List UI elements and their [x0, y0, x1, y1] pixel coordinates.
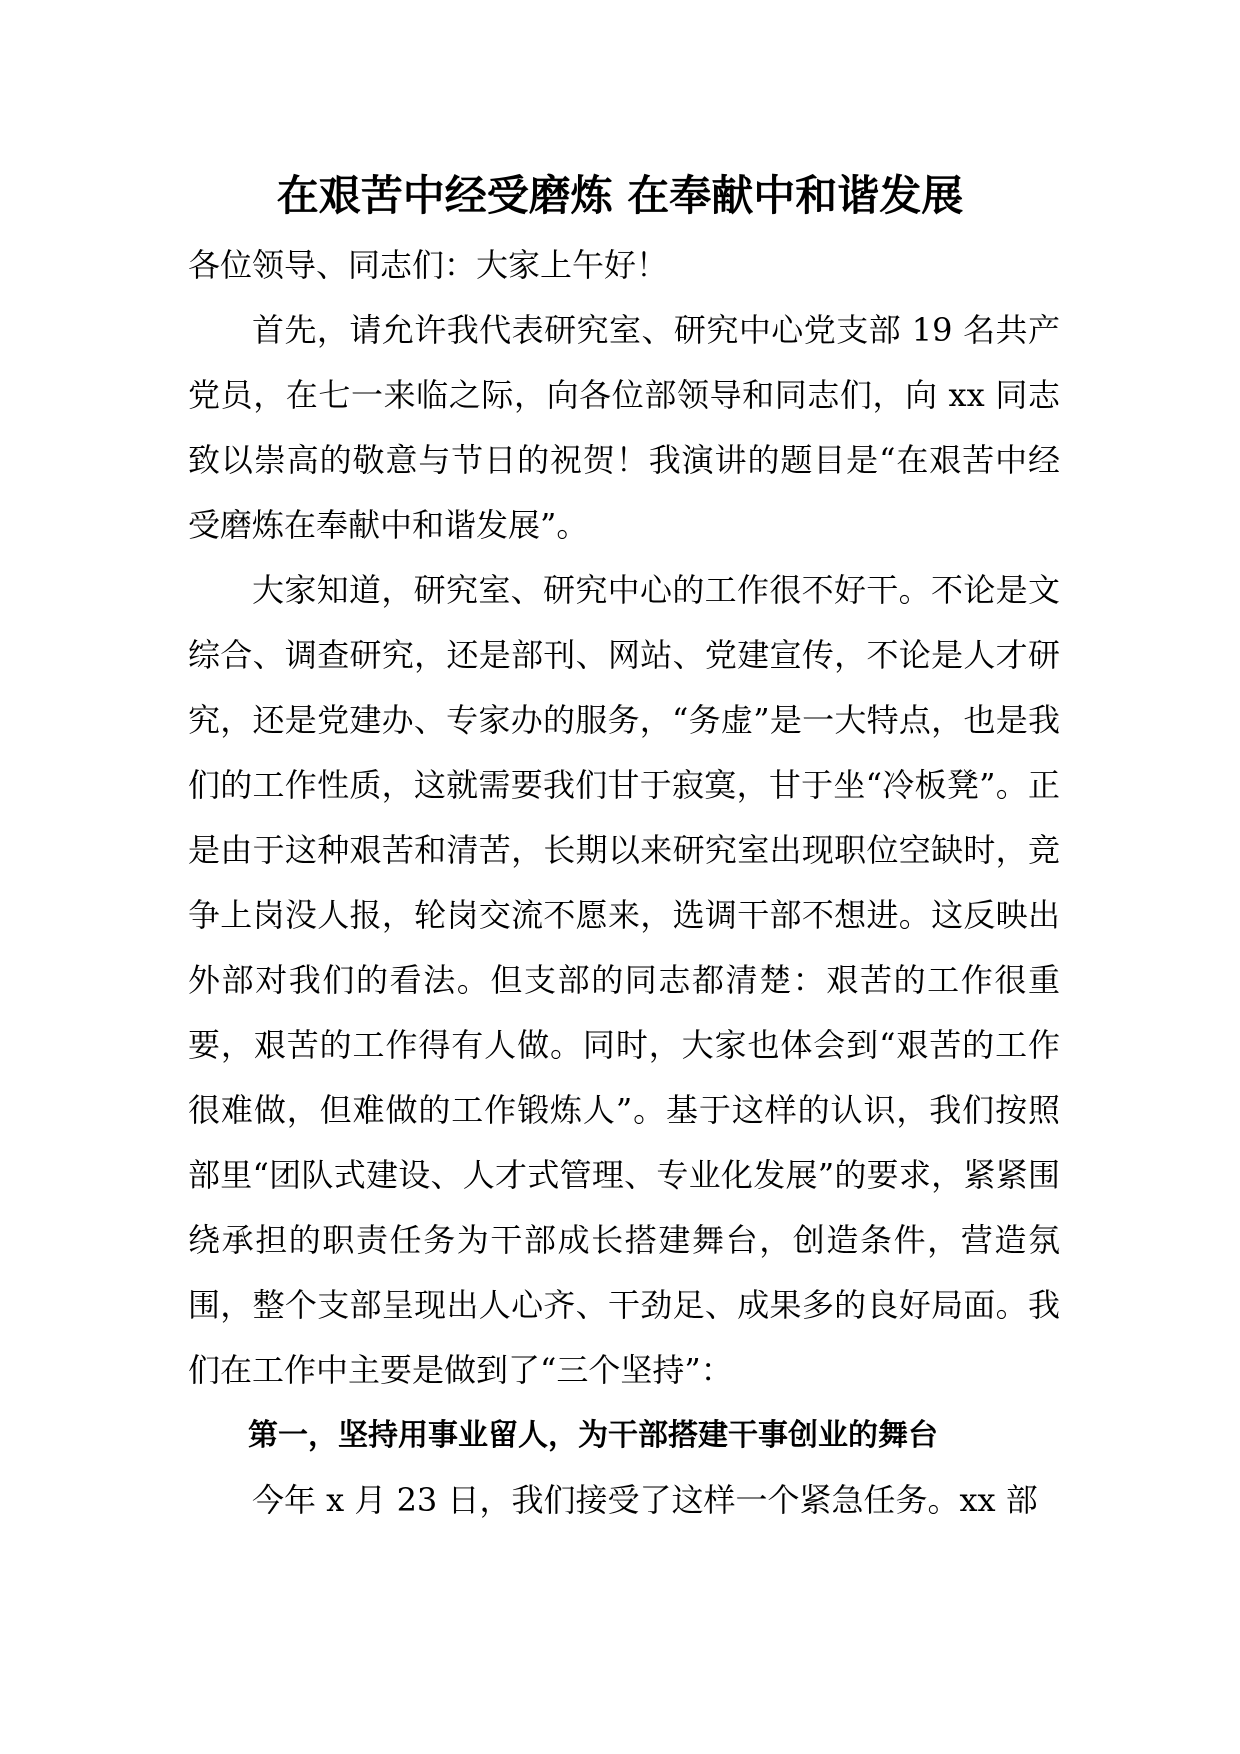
document-title: 在艰苦中经受磨炼 在奉献中和谐发展 [276, 171, 964, 220]
paragraph-background: 大家知道，研究室、研究中心的工作很不好干。不论是文综合、调查研究，还是部刊、网站、党建宣传，不论是人才研究，还是党建办、专家办的服务，“务虚”是一大特点，也是我们的工作性质，这就需要我们甘于寂寞，甘于坐“冷板凳”。正是由于这种艰苦和清苦，长期以来研究室出现职位空缺时，竞争上岗没人报，轮岗交流不愿来，选调干部不想进。这反映出外部对我们的看法。但支部的同志都清楚：艰苦的工作很重要，艰苦的工作得有人做。同时，大家也体会到“艰苦的工作很难做，但难做的工作锻炼人”。基于这样的认识，我们按照部里“团队式建设、人才式管理、专业化发展”的要求，紧紧围绕承担的职责任务为干部成长搭建舞台，创造条件，营造氛围，整个支部呈现出人心齐、干劲足、成果多的良好局面。我们在工作中主要是做到了“三个坚持”： [188, 571, 1060, 1389]
greeting: 各位领导、同志们：大家上午好！ [188, 246, 669, 284]
section-heading: 第一，坚持用事业留人，为干部搭建干事创业的舞台 [248, 1418, 938, 1453]
document-body [188, 298, 1060, 1533]
paragraph-intro: 首先，请允许我代表研究室、研究中心党支部 19 名共产党员，在七一来临之际，向各位部领导和同志们，向 xx 同志致以崇高的敬意与节日的祝贺！我演讲的题目是“在艰苦中经受磨炼在奉献中和谐发展”。 [188, 311, 1060, 544]
paragraph-section-start: 今年 x 月 23 日，我们接受了这样一个紧急任务。xx 部 [252, 1481, 1038, 1519]
